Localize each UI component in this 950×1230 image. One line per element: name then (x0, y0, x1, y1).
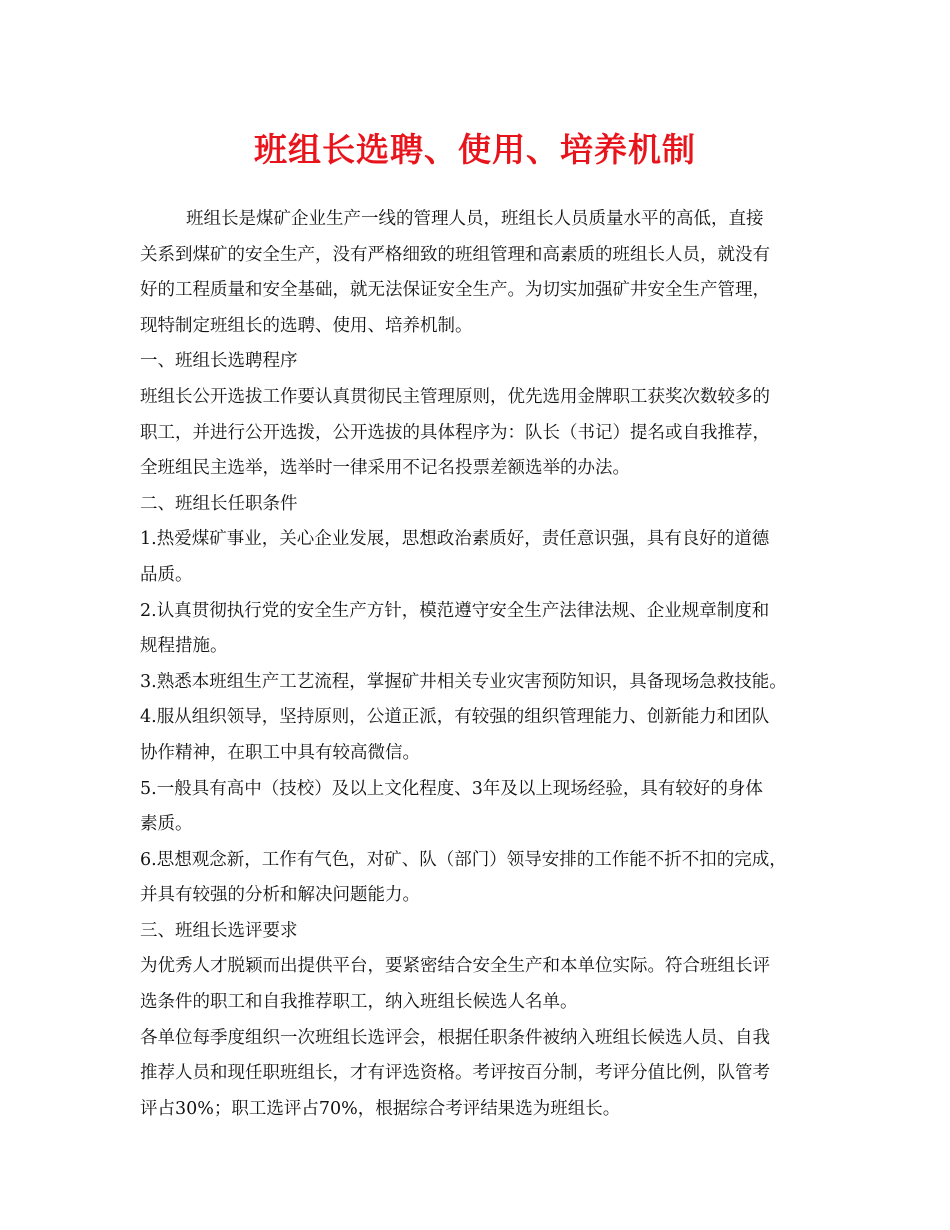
list-item-1: 1.热爱煤矿事业，关心企业发展，思想政治素质好，责任意识强，具有良好的道德 (140, 529, 770, 550)
paragraph-line: 各单位每季度组织一次班组长选评会，根据任职条件被纳入班组长候选人员、自我 (140, 1027, 770, 1048)
paragraph-line: 选条件的职工和自我推荐职工，纳入班组长候选人名单。 (140, 992, 578, 1013)
paragraph-line: 职工，并进行公开选拨，公开选拔的具体程序为：队长（书记）提名或自我推荐， (140, 422, 770, 443)
paragraph-line: 推荐人员和现任职班组长，才有评选资格。考评按百分制，考评分值比例，队管考 (140, 1063, 770, 1084)
list-item-6: 6.思想观念新，工作有气色，对矿、队（部门）领导安排的工作能不折不扣的完成， (140, 849, 787, 870)
paragraph-line: 好的工程质量和安全基础，就无法保证安全生产。为切实加强矿井安全生产管理， (140, 280, 770, 301)
paragraph-line: 关系到煤矿的安全生产，没有严格细致的班组管理和高素质的班组长人员，就没有 (140, 244, 770, 265)
paragraph-line: 现特制定班组长的选聘、使用、培养机制。 (140, 315, 473, 336)
section-heading-3: 三、班组长选评要求 (140, 920, 298, 941)
list-item-4-cont: 协作精神，在职工中具有较高微信。 (140, 742, 420, 763)
document-title: 班组长选聘、使用、培养机制 (254, 130, 696, 169)
paragraph-line: 全班组民主选举，选举时一律采用不记名投票差额选举的办法。 (140, 458, 630, 479)
list-item-2: 2.认真贯彻执行党的安全生产方针，模范遵守安全生产法律法规、企业规章制度和 (140, 600, 770, 621)
paragraph-line: 为优秀人才脱颖而出提供平台，要紧密结合安全生产和本单位实际。符合班组长评 (140, 956, 770, 977)
list-item-2-cont: 规程措施。 (140, 636, 228, 657)
list-item-4: 4.服从组织领导，坚持原则，公道正派，有较强的组织管理能力、创新能力和团队 (140, 707, 770, 728)
list-item-5-cont: 素质。 (140, 814, 193, 835)
paragraph-line: 班组长公开选拔工作要认真贯彻民主管理原则，优先选用金牌职工获奖次数较多的 (140, 386, 770, 407)
paragraph-line: 评占30%；职工选评占70%，根据综合考评结果选为班组长。 (140, 1098, 621, 1119)
list-item-5: 5.一般具有高中（技校）及以上文化程度、3年及以上现场经验，具有较好的身体 (140, 778, 763, 799)
list-item-1-cont: 品质。 (140, 564, 193, 585)
list-item-3: 3.熟悉本班组生产工艺流程，掌握矿井相关专业灾害预防知识，具备现场急救技能。 (140, 671, 787, 692)
list-item-6-cont: 并具有较强的分析和解决问题能力。 (140, 885, 420, 906)
section-heading-2: 二、班组长任职条件 (140, 493, 298, 514)
paragraph-line-intro: 班组长是煤矿企业生产一线的管理人员，班组长人员质量水平的高低，直接 (186, 209, 764, 229)
document-body (140, 202, 830, 1127)
section-heading-1: 一、班组长选聘程序 (140, 351, 298, 372)
